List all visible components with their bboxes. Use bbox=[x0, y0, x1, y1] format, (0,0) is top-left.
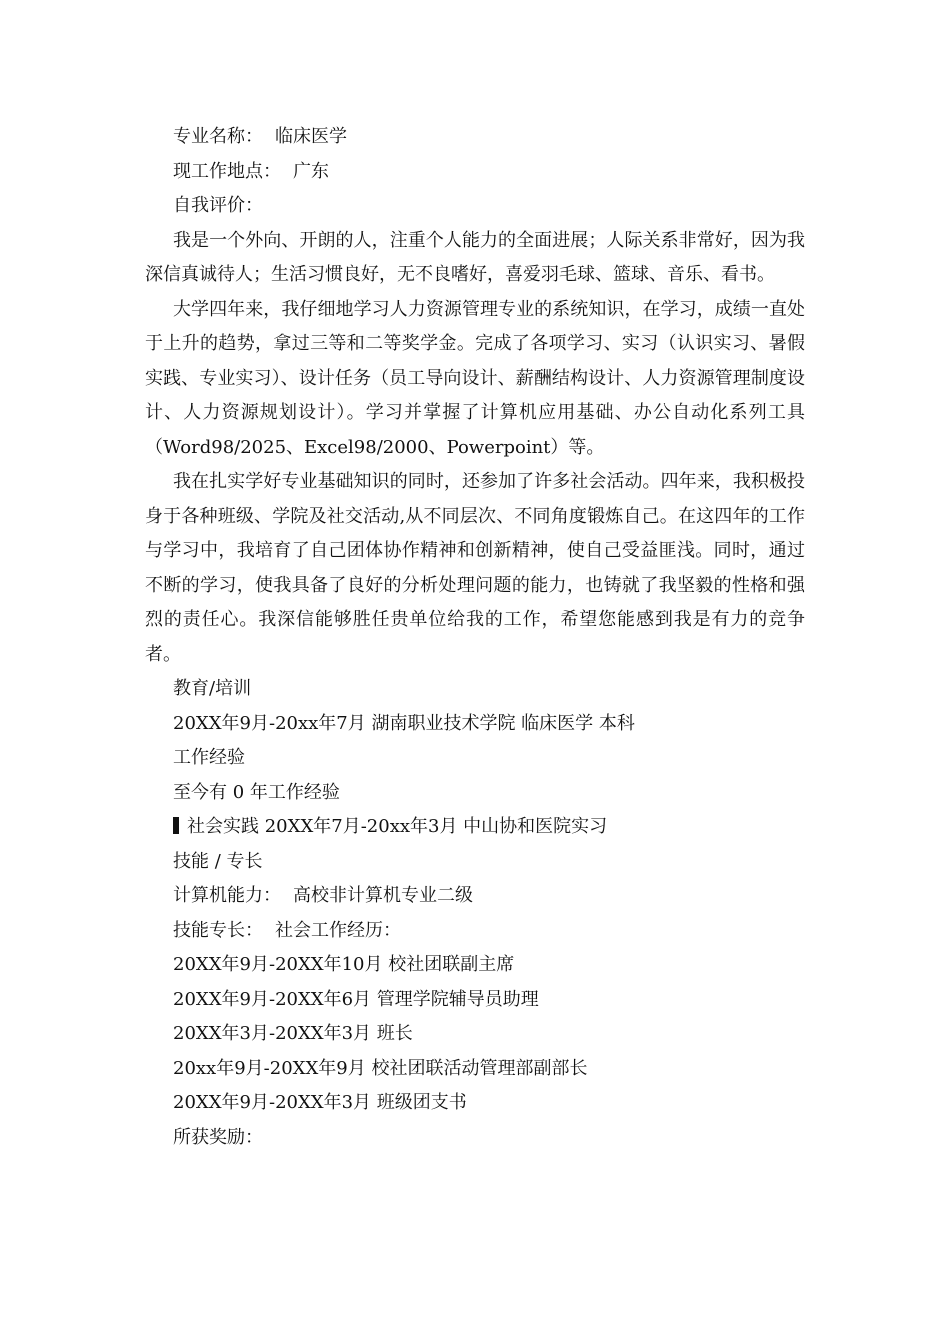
location-value: 广东 bbox=[293, 160, 329, 182]
major-label: 专业名称： bbox=[173, 126, 263, 147]
location-row bbox=[145, 155, 805, 190]
self-eval-paragraph-3: 我在扎实学好专业基础知识的同时，还参加了许多社会活动。四年来，我积极投身于各种班级、学院及社交活动,从不同层次、不同角度锻炼自己。在这四年的工作与学习中，我培育了自己团体协作精神和创新精神，使自己受益匪浅。同时，通过不断的学习，使我具备了良好的分析处理问题的能力，也铸就了我坚毅的性格和强烈的责任心。我深信能够胜任贵单位给我的工作，希望您能感到我是有力的竞争者。 bbox=[145, 471, 805, 665]
activity-item: 20XX年9月-20XX年3月 班级团支书 bbox=[173, 1092, 467, 1113]
practice-row bbox=[145, 810, 805, 845]
social-work-label: 社会工作经历： bbox=[275, 919, 401, 941]
skill-specialty-label: 技能专长： bbox=[173, 919, 263, 941]
major-value: 临床医学 bbox=[275, 126, 347, 147]
activity-item: 20xx年9月-20XX年9月 校社团联活动管理部副部长 bbox=[173, 1057, 588, 1079]
self-eval-heading: 自我评价： bbox=[173, 195, 263, 216]
education-entry: 20XX年9月-20xx年7月 湖南职业技术学院 临床医学 本科 bbox=[173, 712, 635, 734]
skill-specialty-row bbox=[145, 914, 805, 949]
experience-heading: 工作经验 bbox=[173, 747, 245, 768]
computer-skill-value: 高校非计算机专业二级 bbox=[293, 885, 473, 906]
location-label: 现工作地点： bbox=[173, 160, 281, 182]
self-eval-paragraph-2: 大学四年来，我仔细地学习人力资源管理专业的系统知识，在学习，成绩一直处于上升的趋势，拿过三等和二等奖学金。完成了各项学习、实习（认识实习、暑假实践、专业实习）、设计任务（员工导向设计、薪酬结构设计、人力资源管理制度设计、人力资源规划设计）。学习并掌握了计算机应用基础、办公自动化系列工具（Word98/2025、Excel98/2000、Powerpoint）等。 bbox=[145, 298, 805, 458]
practice-entry: 社会实践 20XX年7月-20xx年3月 中山协和医院实习 bbox=[187, 816, 608, 837]
bullet-icon bbox=[173, 817, 179, 834]
activity-item: 20XX年3月-20XX年3月 班长 bbox=[173, 1023, 413, 1044]
computer-skill-row bbox=[145, 879, 805, 914]
self-eval-paragraph-1: 我是一个外向、开朗的人，注重个人能力的全面进展；人际关系非常好，因为我深信真诚待人；生活习惯良好，无不良嗜好，喜爱羽毛球、篮球、音乐、看书。 bbox=[145, 229, 805, 285]
awards-heading: 所获奖励： bbox=[173, 1126, 263, 1148]
experience-summary: 至今有 0 年工作经验 bbox=[173, 781, 340, 803]
education-heading: 教育/培训 bbox=[173, 678, 252, 699]
skills-heading: 技能 / 专长 bbox=[173, 850, 263, 872]
resume-body bbox=[145, 120, 805, 1155]
activity-item: 20XX年9月-20XX年10月 校社团联副主席 bbox=[173, 954, 515, 975]
activity-item: 20XX年9月-20XX年6月 管理学院辅导员助理 bbox=[173, 988, 539, 1010]
computer-skill-label: 计算机能力： bbox=[173, 885, 281, 906]
major-row bbox=[145, 120, 805, 155]
